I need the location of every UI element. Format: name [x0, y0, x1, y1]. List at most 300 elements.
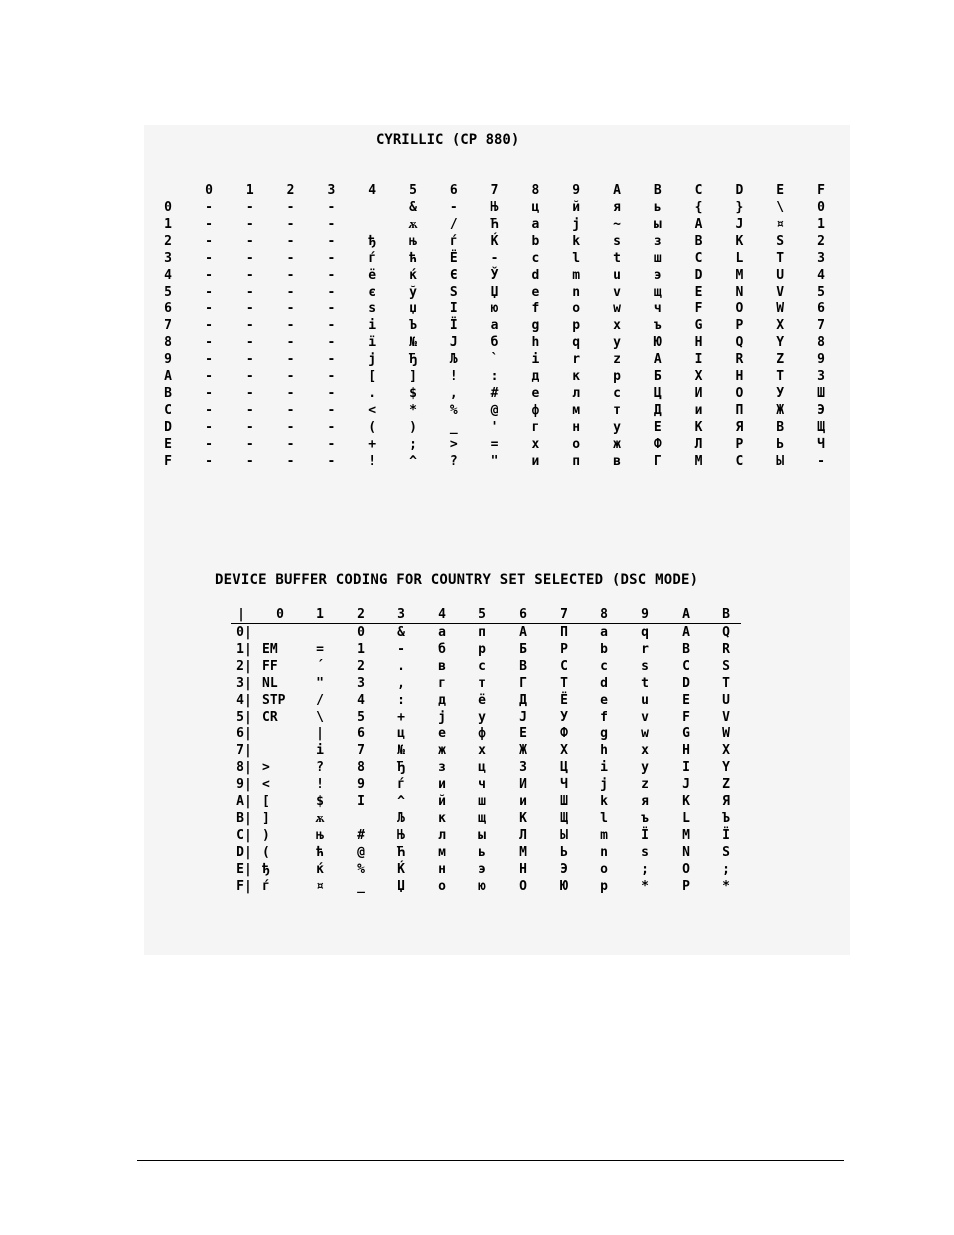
table-cell: o [572, 301, 581, 317]
table-cell: y [641, 760, 649, 776]
table-cell: Ё [449, 250, 458, 266]
table-cell: { [694, 200, 703, 215]
table-cell: Л [519, 827, 527, 843]
table-cell: и [531, 453, 540, 469]
table-cell: п [572, 453, 581, 469]
table-cell: - [286, 250, 295, 266]
table-cell: - [327, 318, 336, 334]
table-cell: - [245, 402, 254, 418]
table-cell: g [600, 726, 608, 742]
table-cell: № [409, 335, 417, 351]
table-cell: ї [368, 335, 377, 351]
table-cell: и [438, 777, 446, 793]
row-header: C| [236, 827, 252, 843]
table-cell: - [205, 318, 213, 334]
table-cell: з [438, 760, 446, 776]
table-cell: P [682, 878, 690, 894]
table-cell: j [368, 352, 377, 368]
table-cell: t [641, 675, 649, 691]
table-cell: ћ [316, 844, 324, 860]
table-cell: i [316, 743, 324, 759]
table-cell: о [572, 436, 581, 452]
table-cell: Ф [653, 436, 662, 452]
table-cell: ч [478, 777, 486, 793]
table-cell: - [327, 402, 336, 418]
table-cell: г [531, 419, 540, 435]
table-cell: " [316, 675, 324, 691]
col-header: B [722, 607, 730, 622]
table-cell: M [735, 267, 744, 283]
table-cell: Ж [519, 743, 527, 759]
table-cell: u [641, 692, 649, 708]
table-cell: ц [531, 200, 540, 215]
table-cell: P [735, 318, 744, 334]
table-cell: ) [262, 827, 270, 843]
table-cell: ѓ [262, 878, 270, 894]
col-header: 9 [641, 607, 649, 622]
col-header: 6 [449, 183, 458, 198]
row-header: 6| [236, 726, 252, 742]
table-cell: В [776, 419, 785, 435]
table-cell: 0 [357, 625, 365, 640]
table-cell: ; [641, 861, 649, 877]
table-cell: Х [560, 743, 568, 759]
table-cell: NL [262, 675, 278, 691]
table-cell: - [205, 200, 213, 215]
row-header: F [164, 453, 172, 469]
col-header: 6 [519, 607, 527, 622]
table-cell: - [327, 200, 336, 215]
table-cell: ќ [409, 267, 417, 283]
table-cell: i [531, 352, 540, 368]
col-header: B [653, 183, 662, 198]
table-cell: Ч [560, 777, 568, 793]
table-cell: № [397, 743, 405, 759]
table-cell: e [600, 692, 608, 708]
table-cell: - [286, 402, 295, 418]
table-cell: * [641, 878, 649, 894]
table-cell: ш [478, 794, 486, 809]
table-cell: - [245, 369, 254, 384]
table-cell: Ц [560, 760, 568, 776]
table-cell: 6 [817, 301, 825, 317]
table-cell: ъ [653, 318, 662, 334]
table-cell: K [735, 233, 744, 249]
table-cell: Б [653, 369, 662, 384]
table-cell: | [316, 726, 324, 742]
table-cell: 3 [357, 675, 365, 691]
table-cell: - [327, 233, 336, 249]
table-cell: В [519, 658, 527, 674]
table-cell: - [205, 436, 213, 452]
table-cell: Ф [560, 726, 568, 742]
table-cell: I [357, 794, 365, 809]
table-cell: + [368, 436, 377, 452]
row-header: A| [236, 794, 252, 809]
table-cell: э [478, 861, 486, 877]
table-cell: ѫ [315, 810, 325, 826]
table-cell: = [316, 641, 324, 657]
col-header: 1 [245, 183, 254, 198]
table-cell: М [694, 453, 703, 469]
table-cell: ! [368, 453, 377, 469]
table-cell: а [490, 318, 499, 334]
table-cell: ? [316, 760, 324, 776]
table-cell: ` [490, 352, 499, 368]
table-cell: ь [653, 200, 662, 215]
table-cell: % [357, 861, 365, 877]
table-cell: m [572, 267, 581, 283]
table-cell: Ї [449, 318, 458, 334]
table-cell: С [735, 453, 744, 469]
table-cell: g [531, 318, 540, 334]
col-header: 2 [357, 607, 365, 622]
table-cell: ы [478, 827, 486, 843]
row-header: 4 [164, 267, 172, 283]
table-cell: z [613, 352, 621, 368]
table-cell: L [682, 810, 690, 826]
table-cell: E [694, 284, 703, 300]
table-cell: Т [776, 369, 785, 384]
table-cell: + [397, 709, 405, 725]
table-cell: Ё [560, 692, 568, 708]
row-header: B [164, 385, 172, 401]
table-cell: } [735, 200, 744, 215]
table-cell: i [368, 318, 377, 334]
table-cell: s [641, 844, 649, 860]
row-header: 9 [164, 352, 172, 368]
table-cell: l [572, 250, 581, 266]
table-cell: ! [449, 369, 458, 384]
table-cell: - [327, 301, 336, 317]
table-cell: V [722, 709, 730, 725]
col-header: 7 [490, 183, 499, 198]
table-cell: - [327, 284, 336, 300]
table-cell: j [572, 216, 581, 232]
table-cell: е [531, 385, 540, 401]
table-cell: n [572, 284, 581, 300]
table-cell: r [641, 641, 649, 657]
table-cell: x [641, 743, 649, 759]
table-cell: - [205, 385, 213, 401]
table-cell: I [682, 760, 690, 776]
col-header: 3 [397, 607, 405, 622]
table-cell: - [245, 301, 254, 317]
table-cell: - [327, 352, 336, 368]
table-cell: - [245, 335, 254, 351]
table-cell: b [600, 641, 608, 657]
table-cell: Љ [449, 352, 458, 368]
table-cell: Џ [397, 878, 405, 894]
table-cell: h [531, 335, 540, 351]
table-cell: U [776, 267, 785, 283]
table-cell: c [600, 658, 608, 674]
table-cell: - [327, 385, 336, 401]
table-cell: - [286, 301, 295, 317]
table-cell: Г [519, 675, 527, 691]
table-cell: : [397, 692, 405, 708]
table-cell: 3 [817, 250, 825, 266]
row-header: 0 [164, 200, 172, 215]
table-cell: a [531, 216, 540, 232]
table-cell: ѓ [397, 777, 405, 793]
table-cell: G [694, 318, 703, 334]
table-cell: ш [653, 250, 662, 266]
col-header: E [776, 183, 785, 198]
table-cell: o [600, 861, 608, 877]
table-cell: - [286, 318, 295, 334]
table-cell: N [735, 284, 744, 300]
table-cell: 0 [817, 200, 825, 215]
table-cell: й [572, 200, 581, 215]
table-cell: ( [368, 419, 377, 435]
table-cell: - [205, 335, 213, 351]
table-cell: 8 [817, 335, 825, 351]
table-cell: Р [735, 436, 744, 452]
col-header: 3 [327, 183, 336, 198]
table-cell: - [327, 335, 336, 351]
table-cell: % [449, 402, 458, 418]
table-cell: J [735, 216, 744, 232]
table-cell: ! [316, 777, 324, 793]
table-cell: ] [409, 369, 417, 384]
table-cell: Ы [560, 827, 568, 843]
table-cell: х [531, 436, 540, 452]
table-cell: j [438, 709, 446, 725]
col-header: 8 [600, 607, 608, 622]
table-cell: л [572, 385, 581, 401]
table-cell: h [600, 743, 608, 759]
table-cell: ' [490, 419, 499, 435]
table-cell: м [572, 402, 581, 418]
table-cell: - [327, 267, 336, 283]
table-cell: [ [262, 794, 270, 809]
table-cell: - [286, 233, 295, 249]
table-cell: A [682, 625, 690, 640]
table-cell: S [722, 658, 730, 674]
table-cell: / [449, 216, 458, 232]
table-cell: Ц [653, 385, 662, 401]
table-cell: d [600, 675, 608, 691]
col-header: 2 [286, 183, 295, 198]
table-cell: Х [694, 369, 703, 384]
table-cell: < [262, 777, 270, 793]
table-cell: Л [694, 436, 703, 452]
row-header: 2| [236, 658, 252, 674]
table-cell: Ь [560, 844, 568, 860]
table-cell: L [735, 250, 744, 266]
table-cell: $ [316, 794, 324, 809]
table-cell: 4 [357, 692, 365, 708]
table-cell: 5 [817, 284, 825, 300]
col-header: 0 [276, 607, 284, 622]
table-cell: ~ [613, 216, 621, 232]
table-cell: * [722, 878, 730, 894]
table-cell: т [478, 675, 486, 691]
table-cell: p [600, 878, 608, 894]
table-cell: Н [735, 369, 744, 384]
table-cell: ; [409, 436, 417, 452]
table-cell: д [531, 369, 540, 384]
table-cell: - [286, 385, 295, 401]
table-cell: < [368, 402, 377, 418]
table-cell: - [205, 216, 213, 232]
table-cell: И [694, 385, 703, 401]
table-cell: b [531, 233, 540, 249]
row-header: C [164, 402, 172, 418]
table-cell: \ [776, 200, 785, 215]
table-cell: х [478, 743, 486, 759]
table-cell: 7 [357, 743, 365, 759]
table-cell: й [438, 794, 446, 809]
col-header: 4 [438, 607, 446, 622]
table-cell: З [817, 369, 825, 384]
table-cell: ё [368, 267, 377, 283]
table-cell: @ [357, 844, 365, 860]
table-cell: Ъ [409, 318, 417, 334]
table-cell: ( [262, 844, 270, 860]
table-cell: Щ [817, 419, 825, 435]
table-cell: у [478, 709, 486, 725]
table-cell: б [438, 641, 446, 657]
table-cell: - [286, 352, 295, 368]
table-cell: - [286, 284, 295, 300]
table-cell: ь [478, 844, 486, 860]
table-cell: и [694, 402, 703, 418]
table-cell: ѓ [449, 233, 458, 249]
table-cell: - [286, 200, 295, 215]
table-cell: я [641, 794, 649, 809]
table-cell: У [776, 385, 785, 401]
table-cell: Г [653, 453, 662, 469]
col-header: 5 [478, 607, 486, 622]
table-cell: 6 [357, 726, 365, 742]
table-cell: б [490, 335, 499, 351]
table-cell: - [205, 267, 213, 283]
table-cell: м [438, 844, 446, 860]
table-cell: Ї [722, 827, 730, 843]
table-cell: F [694, 301, 703, 317]
table-cell: 5 [357, 709, 365, 725]
table-cell: ц [397, 726, 405, 742]
table-cell: f [531, 301, 540, 317]
col-header: D [735, 183, 744, 198]
table-cell: @ [490, 402, 499, 418]
col-header: 4 [368, 183, 377, 198]
row-header: E [164, 436, 172, 452]
table-cell: q [641, 625, 649, 640]
table-cell: Ю [653, 335, 662, 351]
table-cell: & [397, 625, 405, 640]
col-header: 1 [316, 607, 324, 622]
table-cell: - [245, 200, 254, 215]
table-cell: Ќ [490, 233, 499, 249]
table-cell: ¤ [316, 878, 324, 894]
row-header: 7| [236, 743, 252, 759]
table-cell: - [327, 216, 336, 232]
table-cell: н [572, 419, 581, 435]
table-cell: & [409, 200, 417, 215]
table-cell: Я [735, 419, 744, 435]
table-cell: s [613, 233, 621, 249]
table-cell: ^ [409, 453, 417, 469]
table-cell: с [613, 385, 621, 401]
table-cell: B [694, 233, 703, 249]
table-cell: X [722, 743, 730, 759]
table-cell: М [519, 844, 527, 860]
table-cell: 9 [817, 352, 825, 368]
table-cell: J [449, 335, 458, 351]
row-header: 2 [164, 233, 172, 249]
row-header: D| [236, 844, 252, 860]
table-cell: Z [722, 777, 730, 793]
table-cell: 2 [357, 658, 365, 674]
table-cell: - [286, 436, 295, 452]
col-header: 8 [531, 183, 540, 198]
row-header: 5 [164, 284, 172, 300]
table-cell: ц [478, 760, 486, 776]
table-cell: њ [409, 233, 417, 249]
table-cell: Њ [490, 200, 499, 215]
table-cell: 8 [357, 760, 365, 776]
table-cell: _ [357, 878, 365, 894]
table-cell: Љ [397, 810, 405, 826]
col-header: 9 [572, 183, 581, 198]
table-cell: ж [438, 743, 446, 759]
table-cell: ћ [409, 250, 417, 266]
table-cell: Q [735, 335, 744, 351]
table-cell: W [722, 726, 730, 742]
table-cell: Ђ [409, 352, 417, 368]
table-cell: 9 [357, 777, 365, 793]
table-cell: - [245, 318, 254, 334]
table-cell: R [722, 641, 730, 657]
table-cell: i [600, 760, 608, 776]
row-header: 4| [236, 692, 252, 708]
table-cell: З [519, 760, 527, 776]
col-header: F [817, 183, 825, 198]
table-cell: O [682, 861, 690, 877]
table-cell: О [519, 878, 527, 894]
table-cell: ? [449, 453, 458, 469]
table-cell: Y [776, 335, 785, 351]
table-cell: Y [722, 760, 730, 776]
table-cell: Б [519, 641, 527, 657]
table-cell: Ї [641, 827, 649, 843]
table-cell: Д [519, 692, 527, 708]
row-header: 1| [236, 641, 252, 657]
table-cell: n [600, 844, 608, 860]
table-cell: Ћ [397, 844, 405, 860]
table-cell: г [438, 675, 446, 691]
table-cell: с [478, 658, 486, 674]
table-cell: Ю [560, 878, 568, 894]
table-cell: j [600, 777, 608, 793]
table-cell: в [438, 658, 446, 674]
table-cell: Ы [776, 453, 785, 469]
table-cell: y [613, 335, 621, 351]
table-cell: Т [560, 675, 568, 691]
table-cell: Є [449, 267, 458, 283]
table-cell: R [735, 352, 744, 368]
table-cell: ж [613, 436, 621, 452]
row-header: 3| [236, 675, 252, 691]
row-header: 8 [164, 335, 172, 351]
table-cell: # [490, 385, 499, 401]
table-cell: H [694, 335, 703, 351]
row-header: F| [236, 878, 252, 894]
table-cell: e [531, 284, 540, 300]
